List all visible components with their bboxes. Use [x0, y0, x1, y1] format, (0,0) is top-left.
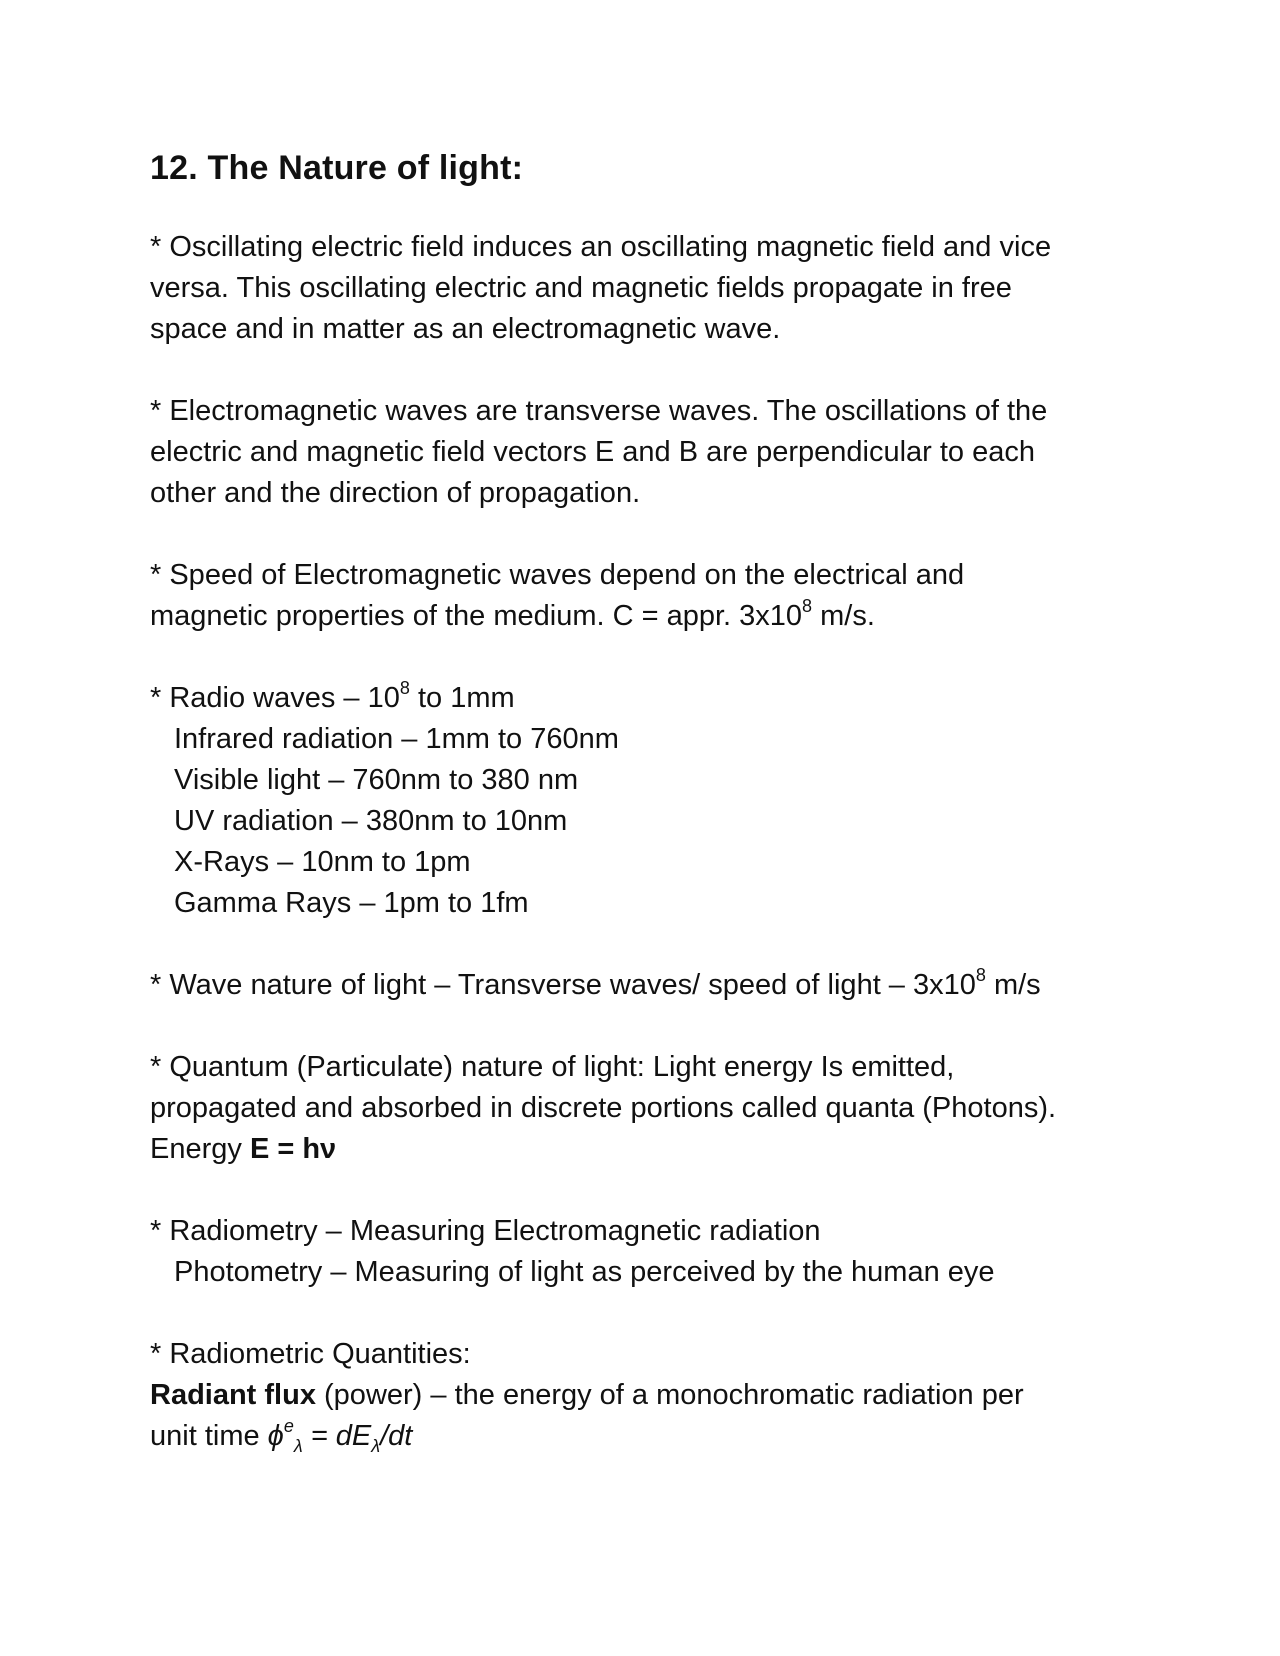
text-line: * Quantum (Particulate) nature of light: Light energy Is emitted,: [150, 1050, 955, 1083]
text-line: [150, 596, 1140, 637]
text-line: * Oscillating electric field induces an oscillating magnetic field and vice: [150, 230, 1052, 263]
spectrum-gamma: Gamma Rays – 1pm to 1fm: [174, 886, 529, 919]
text-line: electric and magnetic field vectors E and B are perpendicular to each: [150, 435, 1035, 468]
phi-symbol: ϕ: [267, 1419, 284, 1452]
text-segment: * Wave nature of light – Transverse waves/ speed of light – 3x10: [150, 968, 976, 1001]
text-line: versa. This oscillating electric and magnetic fields propagate in free: [150, 271, 1012, 304]
exponent: 8: [802, 596, 813, 617]
paragraph-transverse-waves: [150, 391, 1140, 514]
superscript: e: [283, 1416, 294, 1437]
paragraph-oscillating-fields: [150, 227, 1140, 350]
subscript: λ: [293, 1435, 303, 1456]
spectrum-xrays: X-Rays – 10nm to 1pm: [174, 845, 471, 878]
text-segment: magnetic properties of the medium. C = appr. 3x10: [150, 599, 803, 632]
paragraph-quantum-nature: [150, 1047, 1140, 1170]
document-page: [150, 148, 1140, 1498]
page-title: 12. The Nature of light:: [150, 149, 524, 187]
text-segment: m/s.: [812, 599, 875, 632]
text-segment: * Radio waves – 10: [150, 681, 400, 714]
text-segment: to 1mm: [409, 681, 515, 714]
paragraph-speed: [150, 555, 1140, 637]
text-line: * Radiometric Quantities:: [150, 1337, 471, 1370]
paragraph-radiometric-quantities: [150, 1334, 1140, 1457]
flux-formula: [267, 1416, 413, 1456]
spectrum-infrared: Infrared radiation – 1mm to 760nm: [174, 722, 619, 755]
text-line: other and the direction of propagation.: [150, 476, 641, 509]
text-line: * Radiometry – Measuring Electromagnetic radiation: [150, 1214, 821, 1247]
spectrum-uv: UV radiation – 380nm to 10nm: [174, 804, 568, 837]
paragraph-wave-nature: [150, 965, 1140, 1006]
exponent: 8: [399, 678, 410, 699]
text-line: propagated and absorbed in discrete portions called quanta (Photons).: [150, 1091, 1057, 1124]
text-line: [150, 1129, 1140, 1170]
text-line: Photometry – Measuring of light as perceived by the human eye: [174, 1255, 995, 1288]
text-line: [150, 1416, 1140, 1457]
energy-formula: E = hν: [249, 1132, 337, 1165]
text-segment: = dE: [302, 1419, 372, 1452]
text-segment: Energy: [150, 1132, 250, 1165]
text-line: [150, 1375, 1140, 1416]
spectrum-visible: Visible light – 760nm to 380 nm: [174, 763, 579, 796]
exponent: 8: [975, 965, 986, 986]
text-line: [150, 965, 1140, 1006]
paragraph-spectrum-list: [150, 678, 1140, 924]
text-line: * Electromagnetic waves are transverse waves. The oscillations of the: [150, 394, 1048, 427]
text-segment: unit time: [150, 1419, 268, 1452]
spectrum-radio: [150, 678, 1140, 719]
subscript: λ: [371, 1435, 381, 1456]
text-segment: (power) – the energy of a monochromatic radiation per: [315, 1378, 1024, 1411]
text-segment: /dt: [380, 1419, 413, 1452]
paragraph-radiometry: [150, 1211, 1140, 1293]
text-line: * Speed of Electromagnetic waves depend on the electrical and: [150, 558, 965, 591]
text-segment: m/s: [985, 968, 1041, 1001]
text-line: space and in matter as an electromagnetic wave.: [150, 312, 781, 345]
term-radiant-flux: Radiant flux: [150, 1378, 316, 1411]
